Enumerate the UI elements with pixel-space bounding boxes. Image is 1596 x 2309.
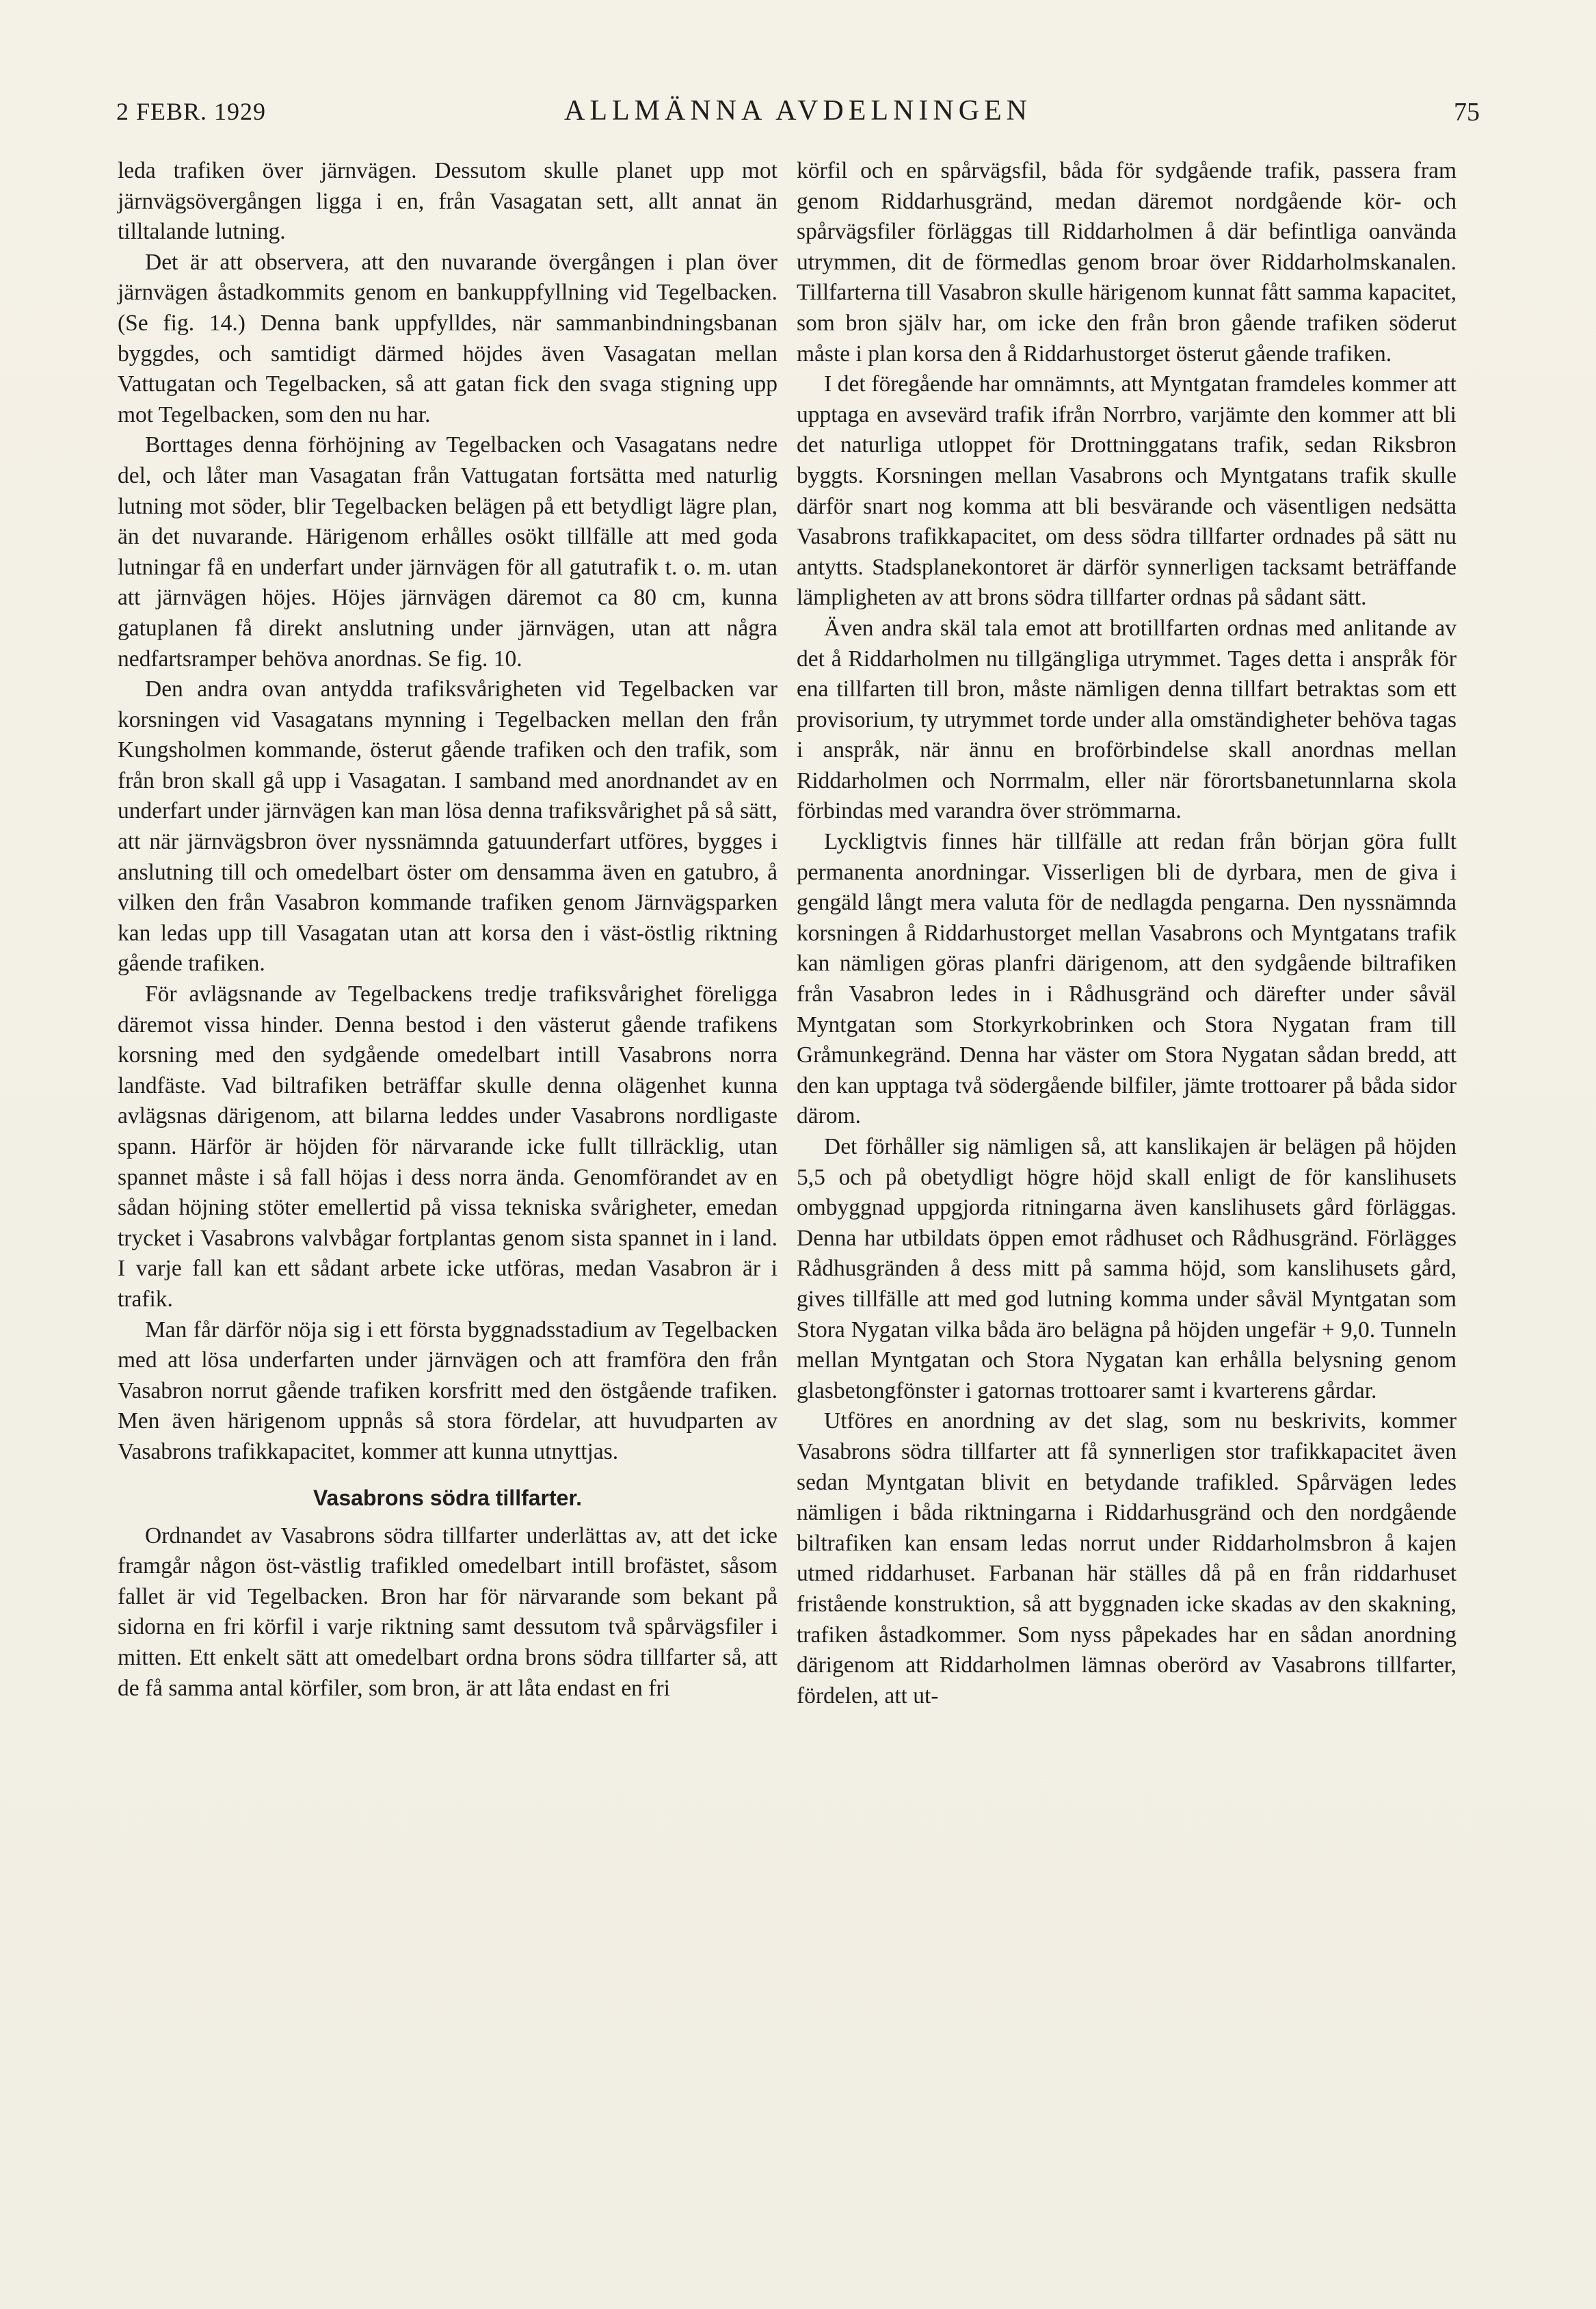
header-section-title: ALLMÄNNA AVDELNINGEN: [563, 95, 1033, 127]
paragraph: Utföres en anordning av det slag, som nu beskrivits, kommer Vasabrons södra tillfarter att få synnerligen stor trafikkapacitet även sedan Myntgatan blivit en betydande trafikled. Spårvägen ledes nämligen i båda riktningarna i Riddarhusgränd och den nordgående biltrafiken kan ensam ledas norrut under Riddarholmsbron å kajen utmed riddarhuset. Farbanan här ställes då på en från riddarhuset fristående konstruktion, så att byggnaden icke skadas av den skakning, trafiken åstadkommer. Som nyss påpekades har en sådan anordning därigenom att Riddarholmen lämnas oberörd av Vasabrons tillfarter, fördelen, att ut-: [797, 1408, 1457, 1708]
paragraph: leda trafiken över järnvägen. Dessutom skulle planet upp mot järnvägsövergången ligga i en, från Vasagatan sett, allt annat än tilltalande lutning.: [118, 158, 777, 245]
left-column: [118, 156, 777, 1704]
paragraph: Borttages denna förhöjning av Tegelbacken och Vasagatans nedre del, och låter man Vasagatan från Vattugatan fortsätta med naturlig lutning mot söder, blir Tegelbacken belägen på ett betydligt lägre plan, än det nuvarande. Härigenom erhålles osökt tillfälle att med goda lutningar få en underfart under järnvägen för all gatutrafik t. o. m. utan att järnvägen höjes. Höjes järnvägen däremot ca 80 cm, kunna gatuplanen få direkt anslutning under järnvägen, utan att några nedfartsramper behöva anordnas. Se fig. 10.: [118, 432, 777, 672]
paragraph: Även andra skäl tala emot att brotillfarten ordnas med anlitande av det å Riddarholmen nu tillgängliga utrymmet. Tages detta i anspråk för ena tillfarten till bron, måste nämligen denna tillfart betraktas som ett provisorium, ty utrymmet torde under alla omständigheter behöva tagas i anspråk, när ännu en broförbindelse skall anordnas mellan Riddarholmen och Norrmalm, eller när förortsbanetunnlarna skola förbindas med varandra över strömmarna.: [797, 615, 1457, 824]
paragraph: körfil och en spårvägsfil, båda för sydgående trafik, passera fram genom Riddarhusgränd, medan däremot nordgående kör- och spårvägsfiler förläggas till Riddarholmen å där befintliga oanvända utrymmen, dit de förmedlas genom broar över Riddarholmskanalen. Tillfarterna till Vasabron skulle härigenom kunnat fått samma kapacitet, som bron själv har, om icke den från bron gående trafiken söderut måste i plan korsa den å Riddarhustorget österut gående trafiken.: [797, 158, 1457, 367]
paragraph: Lyckligtvis finnes här tillfälle att redan från början göra fullt permanenta anordningar. Visserligen bli de dyrbara, men de giva i gengäld långt mera valuta för de nedlagda pengarna. Den nyssnämnda korsningen å Riddarhustorget mellan Vasabrons och Myntgatans trafik kan nämligen göras planfri därigenom, att den sydgående biltrafiken från Vasabron ledes in i Rådhusgränd och därefter under såväl Myntgatan som Storkyrkobrinken och Stora Nygatan fram till Gråmunkegränd. Denna har väster om Stora Nygatan sådan bredd, att den kan upptaga två södergående bilfiler, jämte trottoarer på båda sidor därom.: [797, 829, 1457, 1129]
paragraph: Ordnandet av Vasabrons södra tillfarter underlättas av, att det icke framgår någon öst-västlig trafikled omedelbart intill brofästet, såsom fallet är vid Tegelbacken. Bron har för närvarande som bekant på sidorna en fri körfil i varje riktning samt dessutom två spårvägsfiler i mitten. Ett enkelt sätt att omedelbart ordna brons södra tillfarter så, att de få samma antal körfiler, som bron, är att låta endast en fri: [118, 1522, 777, 1701]
paragraph: För avlägsnande av Tegelbackens tredje trafiksvårighet föreligga däremot vissa hinder. Denna bestod i den västerut gående trafikens korsning med den sydgående omedelbart intill Vasabrons norra landfäste. Vad biltrafiken beträffar skulle denna olägenhet kunna avlägsnas därigenom, att bilarna leddes under Vasabrons nordligaste spann. Härför är höjden för närvarande icke fullt tillräcklig, utan spannet måste i så fall höjas i dess norra ända. Genomförandet av en sådan höjning stöter emellertid på vissa tekniska svårigheter, emedan trycket i Vasabrons valvbågar fortplantas genom sista spannet in i land. I varje fall kan ett sådant arbete icke utföras, medan Vasabron är i trafik.: [118, 981, 777, 1312]
running-head: [116, 94, 1480, 135]
paragraph: Man får därför nöja sig i ett första byggnadsstadium av Tegelbacken med att lösa underfarten under järnvägen och att framföra den från Vasabron norrut gående trafiken korsfritt med den östgående trafiken. Men även härigenom uppnås så stora fördelar, att huvudparten av Vasabrons trafikkapacitet, kommer att kunna utnyttjas.: [118, 1317, 777, 1464]
page-number: 75: [1454, 98, 1480, 127]
section-heading: Vasabrons södra tillfarter.: [312, 1485, 583, 1510]
paragraph: I det föregående har omnämnts, att Myntgatan framdeles kommer att upptaga en avsevärd trafik ifrån Norrbro, varjämte den kommer att bli det naturliga utloppet för Drottninggatans trafik, sedan Riksbron byggts. Korsningen mellan Vasabrons och Myntgatans trafik skulle därför snart nog komma att bli besvärande och väsentligen nedsätta Vasabrons trafikkapacitet, om dess södra tillfarter ordnades på sätt nu antytts. Stadsplanekontoret är därför synnerligen tacksamt beträffande lämpligheten av att brons södra tillfarter ordnas på sådant sätt.: [797, 371, 1457, 611]
paragraph: Det förhåller sig nämligen så, att kanslikajen är belägen på höjden 5,5 och på obetydligt högre höjd skall enligt de för kanslihusets ombyggnad uppgjorda ritningarna även kanslihusets gård förläggas. Denna har utbildats öppen emot rådhuset och Rådhusgränd. Förlägges Rådhusgränden å dess mitt på samma höjd, som kanslihusets gård, gives tillfälle att med god lutning komma under såväl Myntgatan som Stora Nygatan vilka båda äro belägna på höjden ungefär + 9,0. Tunneln mellan Myntgatan och Stora Nygatan kan erhålla belysning genom glasbetongfönster i gatornas trottoarer samt i kvarterens gårdar.: [797, 1134, 1457, 1403]
paragraph: Det är att observera, att den nuvarande övergången i plan över järnvägen åstadkommits genom en bankuppfyllning vid Tegelbacken. (Se fig. 14.) Denna bank uppfylldes, när sammanbindningsbanan byggdes, och samtidigt därmed höjdes även Vasagatan mellan Vattugatan och Tegelbacken, så att gatan fick den svaga stigning upp mot Tegelbacken, som den nu har.: [118, 249, 777, 427]
right-column: [797, 156, 1457, 1711]
header-date: 2 FEBR. 1929: [116, 98, 267, 125]
paragraph: Den andra ovan antydda trafiksvårigheten vid Tegelbacken var korsningen vid Vasagatans mynning i Tegelbacken mellan den från Kungsholmen kommande, österut gående trafiken och den trafik, som från bron skall gå upp i Vasagatan. I samband med anordnandet av en underfart under järnvägen kan man lösa denna trafiksvårighet på så sätt, att när järnvägsbron över nyssnämnda gatuunderfart utföres, bygges i anslutning till och omedelbart öster om densamma även en gatubro, å vilken den från Vasabron kommande trafiken genom Järnvägsparken kan ledas upp till Vasagatan utan att korsa den i väst-östlig riktning gående trafiken.: [118, 676, 777, 977]
